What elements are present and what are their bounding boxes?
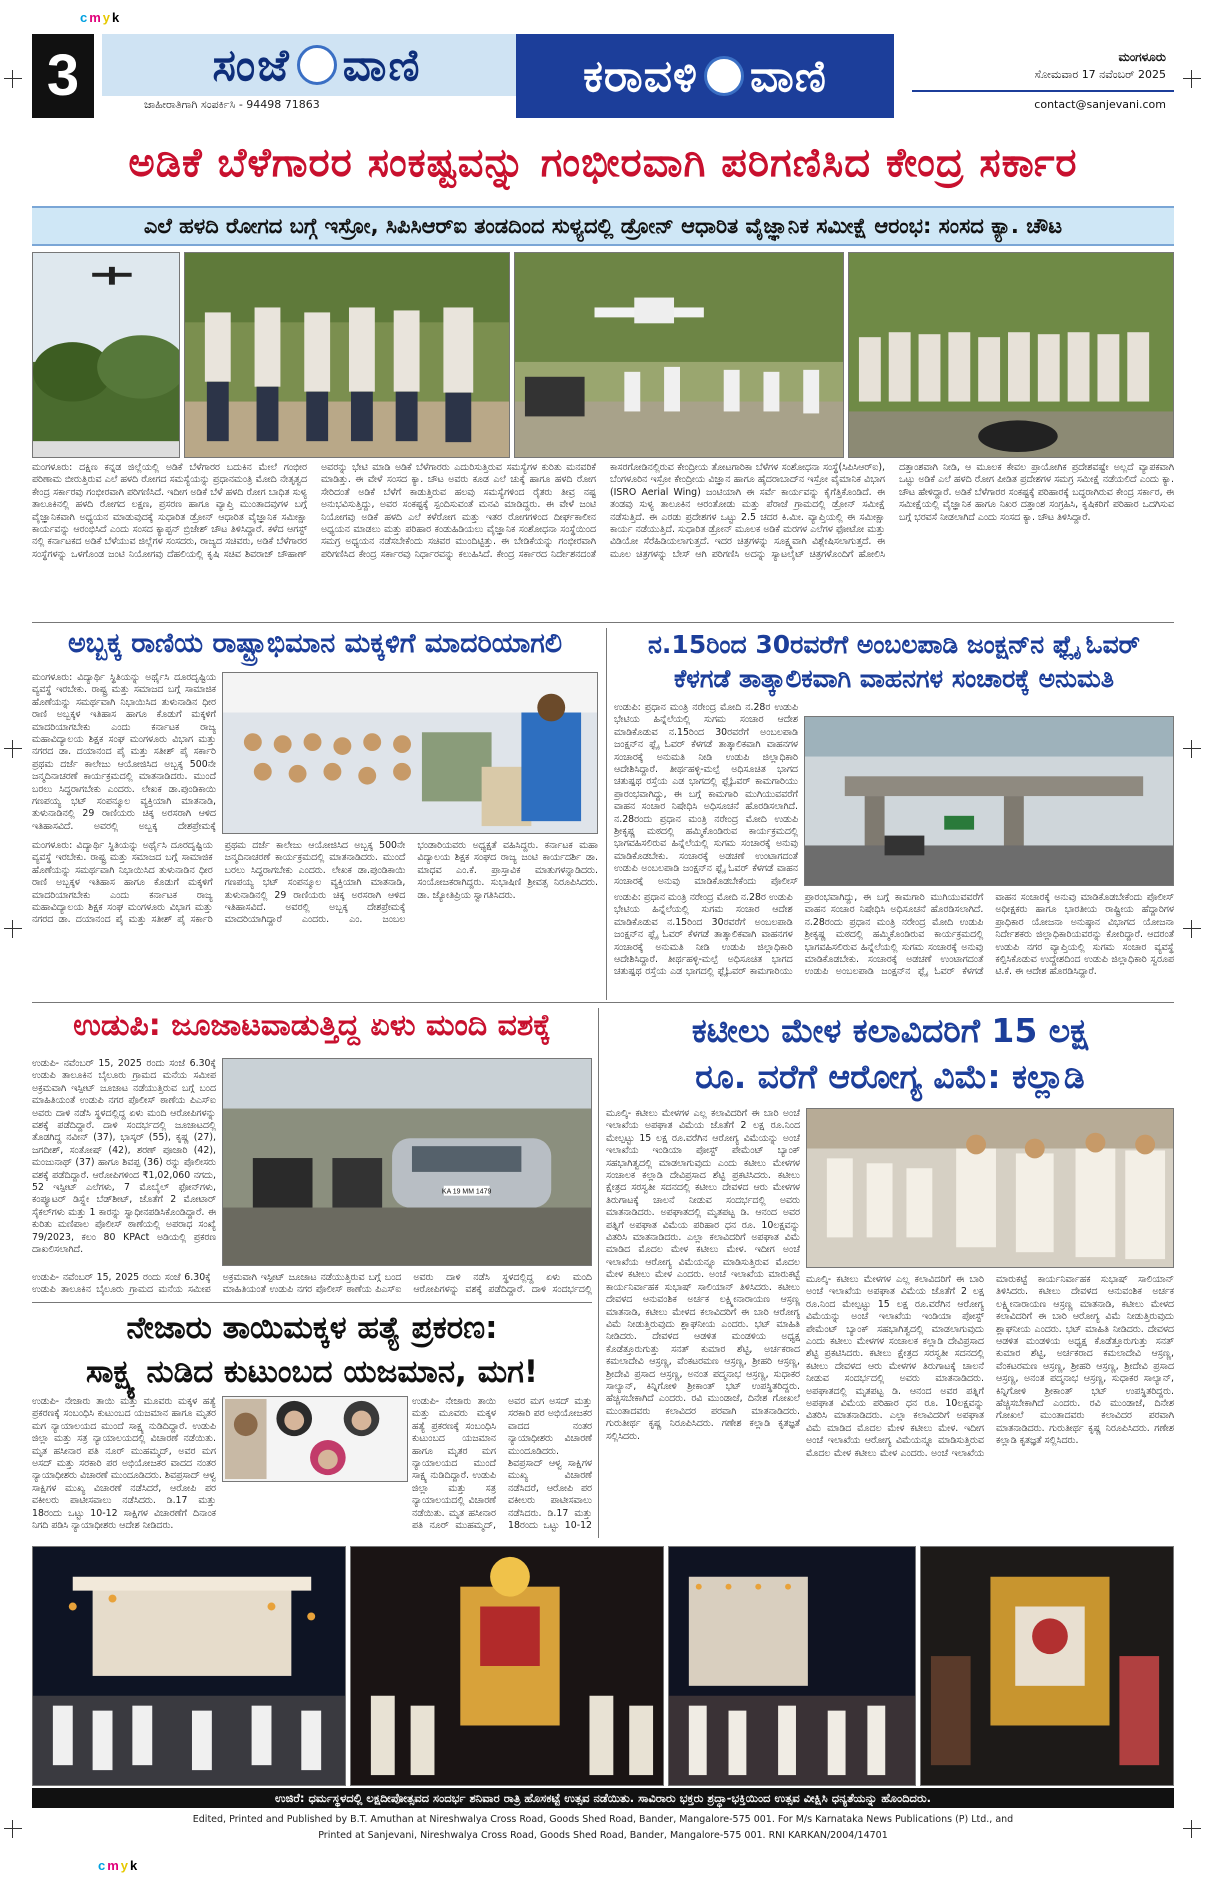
gambling-article-intro: ಉಡುಪಿ- ನವೆಂಬರ್ 15, 2025 ರಂದು ಸಂಜೆ 6.30ಕ್ಕೆ ಉಡುಪಿ ತಾಲೂಕಿನ ಬೈಲೂರು ಗ್ರಾಮದ ಮನೆಯ ಸಮೀಪ ಅಕ್ರಮವಾಗಿ ಇಸ್ಪೀಟ್ ಜೂಜಾಟ ನಡೆಯುತ್ತಿರುವ ಬಗ್ಗೆ ಬಂದ ಮಾಹಿತಿಯಂತೆ ಉಡುಪಿ ನಗರ ಪೊಲೀಸ್ ಠಾಣೆಯ ಪಿಎಸ್‌ಐ ಅವರು ದಾಳಿ ನಡೆಸಿ ಸ್ಥಳದಲ್ಲಿದ್ದ ಏಳು ಮಂದಿ ಆರೋಪಿಗಳನ್ನು ವಶಕ್ಕೆ ಪಡೆದಿದ್ದಾರೆ. ದಾಳಿ ಸಂದರ್ಭದಲ್ಲಿ ಜೂಜಾಟದಲ್ಲಿ ತೊಡಗಿದ್ದ ನವೀನ್ (37), ಭಾಸ್ಕರ್ (55), ಕೃಷ್ಣ (27), ಜಗದೀಶ್, ಸಂತೋಷ್ (42), ಶರಣ್ ಪೂಜಾರಿ (42), ಮಂಜುನಾಥ್ (37) ಹಾಗೂ ಶಿವಪ್ಪ (36) ರನ್ನು ಪೊಲೀಸರು ವಶಕ್ಕೆ ಪಡೆದಿದ್ದಾರೆ. ಆರೋಪಿಗಳಿಂದ ₹1,02,060 ನಗದು, 52 ಇಸ್ಪೀಟ್ ಎಲೆಗಳು, 7 ಮೊಬೈಲ್ ಫೋನ್‌ಗಳು, ಕಂಪ್ಯೂಟರ್ ಡಿಸ್ಪ್ಲೇ ಬೆಡ್‌ಶೀಟ್, ಜೊತೆಗೆ 2 ಮೋಟಾರ್ ಸೈಕಲ್‌ಗಳು ಮತ್ತು 1 ಕಾರನ್ನು ಸ್ವಾಧೀನಪಡಿಸಿಕೊಂಡಿದ್ದಾರೆ. ಈ ಕುರಿತು ಮಣಿಪಾಲ ಪೊಲೀಸ್ ಠಾಣೆಯಲ್ಲಿ ಅಪರಾಧ ಸಂಖ್ಯೆ 79/2023, ಕಲಂ 80 KPAct ಅಡಿಯಲ್ಲಿ ಪ್ರಕರಣ ದಾಖಲಿಸಲಾಗಿದೆ. (32, 1058, 216, 1256)
edition-place: ಮಂಗಳೂರು (1118, 50, 1166, 64)
yakshagana-article-body: ಮೂಲ್ಕಿ- ಕಟೀಲು ಮೇಳಗಳ ಎಲ್ಲ ಕಲಾವಿದರಿಗೆ ಈ ಬಾರಿ ಅಂಚೆ ಇಲಾಖೆಯ ಅಪಘಾತ ವಿಮೆಯ ಜೊತೆಗೆ 2 ಲಕ್ಷ ರೂ.ನಿಂದ ಮೇಲ್ಪಟ್ಟು 15 ಲಕ್ಷ ರೂ.ವರೆಗಿನ ಆರೋಗ್ಯ ವಿಮೆಯನ್ನು ಅಂಚೆ ಇಲಾಖೆಯ ಇಂಡಿಯಾ ಪೋಸ್ಟ್ ಪೇಮೆಂಟ್ ಬ್ಯಾಂಕ್ ಸಹಭಾಗಿತ್ವದಲ್ಲಿ ಮಾಡಲಾಗುವುದು ಎಂದು ಕಟೀಲು ಮೇಳಗಳ ಸಂಚಾಲಕ ಕಲ್ಲಾಡಿ ದೇವಿಪ್ರಸಾದ ಶೆಟ್ಟಿ ಪ್ರಕಟಿಸಿದರು. ಕಟೀಲು ಕ್ಷೇತ್ರದ ಸರಸ್ವತೀ ಸದನದಲ್ಲಿ ಕಟೀಲು ದೇವಳದ ಆರು ಮೇಳಗಳ ತಿರುಗಾಟಕ್ಕೆ ಚಾಲನೆ ನೀಡುವ ಸಂದರ್ಭದಲ್ಲಿ ಅವರು ಮಾತನಾಡಿದರು. ಅಪಘಾತದಲ್ಲಿ ಮೃತಪಟ್ಟ ಡಿ. ಆನಂದ ಅವರ ಪತ್ನಿಗೆ ಅಪಘಾತ ವಿಮೆಯ ಪರಿಹಾರ ಧನ ರೂ. 10ಲಕ್ಷವನ್ನು ವಿತರಿಸಿ ಮಾತನಾಡಿದರು. ಎಲ್ಲಾ ಕಲಾವಿದರಿಗೆ ಅಪಘಾತ ವಿಮೆ ಮಾಡಿದ ಮೊದಲ ಮೇಳ ಕಟೀಲು ಮೇಳ. ಇದೀಗ ಅಂಚೆ ಇಲಾಖೆಯ ಆರೋಗ್ಯ ವಿಮೆಯನ್ನೂ ಮಾಡಿಸುತ್ತಿರುವ ಮೊದಲ ಮೇಳ ಕಟೀಲು ಮೇಳ ಎಂದರು. ಅಂಚೆ ಇಲಾಖೆಯ ಮಾರುಕಟ್ಟೆ ಕಾರ್ಯನಿರ್ವಾಹಕ ಸುಭಾಷ್ ಸಾಲಿಯಾನ್ ತಿಳಿಸಿದರು. ಕಟೀಲು ದೇವಳದ ಆನುವಂಶಿಕ ಅರ್ಚಕ ಲಕ್ಷ್ಮೀನಾರಾಯಣ ಆಸ್ರಣ್ಣ ಮಾತನಾಡಿ, ಕಟೀಲು ಮೇಳದ ಕಲಾವಿದರಿಗೆ ಈ ಬಾರಿ ಆರೋಗ್ಯ ವಿಮೆ ನೀಡುತ್ತಿರುವುದು ಶ್ಲಾಘನೀಯ ಎಂದರು. ಭಟ್ ಮಾಹಿತಿ ನೀಡಿದರು. ದೇವಳದ ಆಡಳಿತ ಮಂಡಳಿಯ ಅಧ್ಯಕ್ಷ ಕೊಡೆತ್ತೂರುಗುತ್ತು ಸನತ್ ಕುಮಾರ ಶೆಟ್ಟಿ, ಅರ್ಚಕರಾದ ಕಮಲಾದೇವಿ ಆಸ್ರಣ್ಣ, ವೆಂಕಟರಮಣ ಆಸ್ರಣ್ಣ, ಶ್ರೀಹರಿ ಆಸ್ರಣ್ಣ, ಶ್ರೀದೇವಿ ಪ್ರಸಾದ ಆಸ್ರಣ್ಣ, ಅನಂತ ಪದ್ಮನಾಭ ಆಸ್ರಣ್ಣ, ಸುಧಾಕರ ಸಾಲ್ಯಾನ್, ಕಿನ್ನಿಗೋಳಿ ಶ್ರೀಕಾಂತ್ ಭಟ್ ಉಪಸ್ಥಿತರಿದ್ದರು. ಹೆಚ್ಚಿಸಬೇಕಾಗಿದೆ ಎಂದರು. ರವಿ ಮುಂಡಾಜೆ, ದಿನೇಶ ಗೋಖಲೆ ಮುಂತಾದವರು ಕಲಾವಿದರ ಪರವಾಗಿ ಮಾತನಾಡಿದರು. ಗುರುತೀರ್ಥ ಕೃಷ್ಣ ನಿರೂಪಿಸಿದರು. ಗಣೇಶ ಕಲ್ಲಾಡಿ ಕೃತಜ್ಞತೆ ಸಲ್ಲಿಸಿದರು. (806, 1274, 1174, 1459)
section-divider (32, 1002, 1174, 1003)
masthead (32, 34, 1174, 118)
color-registration-top: cmyk (80, 10, 122, 25)
section-divider (32, 1302, 592, 1303)
sanjevani-logo: ಸಂಜೆ ವಾಣಿ (102, 34, 532, 96)
flyover-headline: ನ.15ರಿಂದ 30ರವರೆಗೆ ಅಂಬಲಪಾಡಿ ಜಂಕ್ಷನ್‌ನ ಫ್ಲೈ ಓವರ್ ಕೆಳಗಡೆ ತಾತ್ಕಾಲಿಕವಾಗಿ ವಾಹನಗಳ ಸಂಚಾರಕ್ಕೆ ಅನುಮತಿ (648, 630, 1140, 693)
officials-group-photo-2 (848, 252, 1174, 458)
column-divider (606, 628, 607, 1000)
imprint-line-2: Printed at Sanjevani, Nireshwalya Cross Road, Goods Shed Road, Bander, Mangalore-575 001. RNI KARKAN/2004/14701 (318, 1830, 888, 1841)
masthead-divider (912, 90, 1174, 92)
abbakka-article-intro: ಮಂಗಳೂರು: ವಿದ್ಯಾರ್ಥಿ ಸ್ಥಿತಿಯನ್ನು ಅರ್ಥೈಸಿ ದೂರದೃಷ್ಟಿಯ ವ್ಯವಸ್ಥೆ ಇರಬೇಕು. ರಾಷ್ಟ್ರ ಮತ್ತು ಸಮಾಜದ ಬಗ್ಗೆ ಸಾಮಾಜಿಕ ಹೊಣೆಯನ್ನು ಸಮರ್ಥವಾಗಿ ನಿಭಾಯಿಸಿದ ತುಳುನಾಡಿನ ಧೀರ ರಾಣಿ ಅಬ್ಬಕ್ಕಳ ಇತಿಹಾಸ ಹಾಗೂ ಕೊಡುಗೆ ಮಕ್ಕಳಿಗೆ ಮಾದರಿಯಾಗಬೇಕು ಎಂದು ಕರ್ನಾಟಕ ರಾಜ್ಯ ಮಹಾವಿದ್ಯಾಲಯ ಶಿಕ್ಷಕ ಸಂಘ ಮಂಗಳೂರು ವಿಭಾಗ ಮತ್ತು ನಗರದ ಡಾ. ದಯಾನಂದ ಪೈ ಮತ್ತು ಸತೀಶ್ ಪೈ ಸರ್ಕಾರಿ ಪ್ರಥಮ ದರ್ಜೆ ಕಾಲೇಜು ಆಯೋಜಿಸಿದ ಅಬ್ಬಕ್ಕ 500ನೇ ಜನ್ಮದಿನಾಚರಣೆ ಕಾರ್ಯಕ್ರಮದಲ್ಲಿ ಮಾತನಾಡಿದರು. ಮುಂದೆ ಬರಲು ಸಿದ್ಧರಾಗಬೇಕು ಎಂದರು. ಲೇಖಕ ಡಾ.ಪುಂಡಿಕಾಯಿ ಗಣಪಯ್ಯ ಭಟ್ ಸಂಪನ್ಮೂಲ ವ್ಯಕ್ತಿಯಾಗಿ ಮಾತನಾಡಿ, ತುಳುನಾಡಿನಲ್ಲಿ 29 ರಾಣಿಯರು ಚಿಕ್ಕ ಅರಸರಾಗಿ ಆಳಿದ ಇತಿಹಾಸವಿದೆ. ಅವರಲ್ಲಿ ಅಬ್ಬಕ್ಕ ದೇಶಪ್ರೇಮಕ್ಕೆ (32, 672, 216, 832)
registration-mark (4, 1820, 22, 1838)
edition-date: ಸೋಮವಾರ 17 ನವೆಂಬರ್ 2025 (1034, 68, 1166, 81)
dove-icon (297, 45, 337, 85)
photo-caption: ಉಜಿರೆ: ಧರ್ಮಸ್ಥಳದಲ್ಲಿ ಲಕ್ಷದೀಪೋತ್ಸವದ ಸಂದರ್ಭ ಶನಿವಾರ ರಾತ್ರಿ ಹೊಸಕಟ್ಟೆ ಉತ್ಸವ ನಡೆಯಿತು. ಸಾವಿರಾರು ಭಕ್ತರು ಶ್ರದ್ಧಾ-ಭಕ್ತಿಯಿಂದ ಉತ್ಸವ ವೀಕ್ಷಿಸಿ ಧನ್ಯತೆಯನ್ನು ಹೊಂದಿದರು. (32, 1788, 1174, 1808)
registration-mark (4, 740, 22, 758)
dharmasthala-photo-2 (350, 1546, 664, 1786)
officials-group-photo-1 (184, 252, 510, 458)
ad-contact-line: ಜಾಹೀರಾತಿಗಾಗಿ ಸಂಪರ್ಕಿಸಿ - 94498 71863 (144, 98, 320, 111)
license-plate-text: KA 19 MM 1479 (441, 1188, 492, 1196)
registration-mark (1183, 920, 1201, 938)
dharmasthala-photo-4 (920, 1546, 1174, 1786)
imprint-line-1: Edited, Printed and Published by B.T. Amuthan at Nireshwalya Cross Road, Goods Shed Road, Bander, Mangalore-575 001. For M/s Karnataka News Publications (P) Ltd., and (192, 1814, 1014, 1825)
flyover-photo (804, 716, 1174, 886)
yakshagana-article-intro: ಮೂಲ್ಕಿ- ಕಟೀಲು ಮೇಳಗಳ ಎಲ್ಲ ಕಲಾವಿದರಿಗೆ ಈ ಬಾರಿ ಅಂಚೆ ಇಲಾಖೆಯ ಅಪಘಾತ ವಿಮೆಯ ಜೊತೆಗೆ 2 ಲಕ್ಷ ರೂ.ನಿಂದ ಮೇಲ್ಪಟ್ಟು 15 ಲಕ್ಷ ರೂ.ವರೆಗಿನ ಆರೋಗ್ಯ ವಿಮೆಯನ್ನು ಅಂಚೆ ಇಲಾಖೆಯ ಇಂಡಿಯಾ ಪೋಸ್ಟ್ ಪೇಮೆಂಟ್ ಬ್ಯಾಂಕ್ ಸಹಭಾಗಿತ್ವದಲ್ಲಿ ಮಾಡಲಾಗುವುದು ಎಂದು ಕಟೀಲು ಮೇಳಗಳ ಸಂಚಾಲಕ ಕಲ್ಲಾಡಿ ದೇವಿಪ್ರಸಾದ ಶೆಟ್ಟಿ ಪ್ರಕಟಿಸಿದರು. ಕಟೀಲು ಕ್ಷೇತ್ರದ ಸರಸ್ವತೀ ಸದನದಲ್ಲಿ ಕಟೀಲು ದೇವಳದ ಆರು ಮೇಳಗಳ ತಿರುಗಾಟಕ್ಕೆ ಚಾಲನೆ ನೀಡುವ ಸಂದರ್ಭದಲ್ಲಿ ಅವರು ಮಾತನಾಡಿದರು. ಅಪಘಾತದಲ್ಲಿ ಮೃತಪಟ್ಟ ಡಿ. ಆನಂದ ಅವರ ಪತ್ನಿಗೆ ಅಪಘಾತ ವಿಮೆಯ ಪರಿಹಾರ ಧನ ರೂ. 10ಲಕ್ಷವನ್ನು ವಿತರಿಸಿ ಮಾತನಾಡಿದರು. ಎಲ್ಲಾ ಕಲಾವಿದರಿಗೆ ಅಪಘಾತ ವಿಮೆ ಮಾಡಿದ ಮೊದಲ ಮೇಳ ಕಟೀಲು ಮೇಳ. ಇದೀಗ ಅಂಚೆ ಇಲಾಖೆಯ ಆರೋಗ್ಯ ವಿಮೆಯನ್ನೂ ಮಾಡಿಸುತ್ತಿರುವ ಮೊದಲ ಮೇಳ ಕಟೀಲು ಮೇಳ ಎಂದರು. ಅಂಚೆ ಇಲಾಖೆಯ ಮಾರುಕಟ್ಟೆ ಕಾರ್ಯನಿರ್ವಾಹಕ ಸುಭಾಷ್ ಸಾಲಿಯಾನ್ ತಿಳಿಸಿದರು. ಕಟೀಲು ದೇವಳದ ಆನುವಂಶಿಕ ಅರ್ಚಕ ಲಕ್ಷ್ಮೀನಾರಾಯಣ ಆಸ್ರಣ್ಣ ಮಾತನಾಡಿ, ಕಟೀಲು ಮೇಳದ ಕಲಾವಿದರಿಗೆ ಈ ಬಾರಿ ಆರೋಗ್ಯ ವಿಮೆ ನೀಡುತ್ತಿರುವುದು ಶ್ಲಾಘನೀಯ ಎಂದರು. ಭಟ್ ಮಾಹಿತಿ ನೀಡಿದರು. ದೇವಳದ ಆಡಳಿತ ಮಂಡಳಿಯ ಅಧ್ಯಕ್ಷ ಕೊಡೆತ್ತೂರುಗುತ್ತು ಸನತ್ ಕುಮಾರ ಶೆಟ್ಟಿ, ಅರ್ಚಕರಾದ ಕಮಲಾದೇವಿ ಆಸ್ರಣ್ಣ, ವೆಂಕಟರಮಣ ಆಸ್ರಣ್ಣ, ಶ್ರೀಹರಿ ಆಸ್ರಣ್ಣ, ಶ್ರೀದೇವಿ ಪ್ರಸಾದ ಆಸ್ರಣ್ಣ, ಅನಂತ ಪದ್ಮನಾಭ ಆಸ್ರಣ್ಣ, ಸುಧಾಕರ ಸಾಲ್ಯಾನ್, ಕಿನ್ನಿಗೋಳಿ ಶ್ರೀಕಾಂತ್ ಭಟ್ ಉಪಸ್ಥಿತರಿದ್ದರು. ಹೆಚ್ಚಿಸಬೇಕಾಗಿದೆ ಎಂದರು. ರವಿ ಮುಂಡಾಜೆ, ದಿನೇಶ ಗೋಖಲೆ ಮುಂತಾದವರು ಕಲಾವಿದರ ಪರವಾಗಿ ಮಾತನಾಡಿದರು. ಗುರುತೀರ್ಥ ಕೃಷ್ಣ ನಿರೂಪಿಸಿದರು. ಗಣೇಶ ಕಲ್ಲಾಡಿ ಕೃತಜ್ಞತೆ ಸಲ್ಲಿಸಿದರು. (606, 1108, 800, 1442)
abbakka-event-photo (222, 672, 598, 834)
abbakka-headline: ಅಬ್ಬಕ್ಕ ರಾಣಿಯ ರಾಷ್ಟ್ರಾಭಿಮಾನ ಮಕ್ಕಳಿಗೆ ಮಾದರಿಯಾಗಲಿ (67, 628, 563, 659)
drone-launch-photo (514, 252, 844, 458)
lead-subheadline: ಎಲೆ ಹಳದಿ ರೋಗದ ಬಗ್ಗೆ ಇಸ್ರೋ, ಸಿಪಿಸಿಆರ್‌ಐ ತಂಡದಿಂದ ಸುಳ್ಯದಲ್ಲಿ ಡ್ರೋನ್ ಆಧಾರಿತ ವೈಜ್ಞಾನಿಕ ಸಮೀಕ್ಷೆ ಆರಂಭ: ಸಂಸದ ಕ್ಯಾ. ಚೌಟ (32, 206, 1174, 246)
nejar-article-intro: ಉಡುಪಿ- ನೇಜಾರು ತಾಯಿ ಮತ್ತು ಮೂವರು ಮಕ್ಕಳ ಹತ್ಯೆ ಪ್ರಕರಣಕ್ಕೆ ಸಂಬಂಧಿಸಿ ಕುಟುಂಬದ ಯಜಮಾನ ಹಾಗೂ ಮೃತರ ಮಗ ನ್ಯಾಯಾಲಯದ ಮುಂದೆ ಸಾಕ್ಷ್ಯ ನುಡಿದಿದ್ದಾರೆ. ಉಡುಪಿ ಜಿಲ್ಲಾ ಮತ್ತು ಸತ್ರ ನ್ಯಾಯಾಲಯದಲ್ಲಿ ವಿಚಾರಣೆ ನಡೆಯಿತು. ಮೃತ ಹಸೀನಾರ ಪತಿ ನೂರ್ ಮುಹಮ್ಮದ್, ಅವರ ಮಗ ಅಸದ್ ಮತ್ತು ಸರಕಾರಿ ಪರ ಅಭಿಯೋಜಕರ ವಾದದ ನಂತರ ನ್ಯಾಯಾಧೀಶರು ವಿಚಾರಣೆ ಮುಂದೂಡಿದರು. ಶಿವಪ್ರಸಾದ್ ಆಳ್ವ ಸಾಕ್ಷಿಗಳ ಮುಖ್ಯ ವಿಚಾರಣೆ ನಡೆಸಿದರೆ, ಆರೋಪಿ ಪರ ವಕೀಲರು ಪಾಟೀಸವಾಲು ನಡೆಸಿದರು. ಡಿ.17 ಮತ್ತು 18ರಂದು ಒಟ್ಟು 10-12 ಸಾಕ್ಷಿಗಳ ವಿಚಾರಣೆಗೆ ದಿನಾಂಕ ನಿಗದಿ ಪಡಿಸಿ ನ್ಯಾಯಾಧೀಶರು ಆದೇಶ ನೀಡಿದರು. (32, 1396, 216, 1532)
dharmasthala-photo-1 (32, 1546, 346, 1786)
karavali-vani-logo: ಕರಾವಳಿ ವಾಣಿ (516, 34, 894, 118)
abbakka-article-body: ಮಂಗಳೂರು: ವಿದ್ಯಾರ್ಥಿ ಸ್ಥಿತಿಯನ್ನು ಅರ್ಥೈಸಿ ದೂರದೃಷ್ಟಿಯ ವ್ಯವಸ್ಥೆ ಇರಬೇಕು. ರಾಷ್ಟ್ರ ಮತ್ತು ಸಮಾಜದ ಬಗ್ಗೆ ಸಾಮಾಜಿಕ ಹೊಣೆಯನ್ನು ಸಮರ್ಥವಾಗಿ ನಿಭಾಯಿಸಿದ ತುಳುನಾಡಿನ ಧೀರ ರಾಣಿ ಅಬ್ಬಕ್ಕಳ ಇತಿಹಾಸ ಹಾಗೂ ಕೊಡುಗೆ ಮಕ್ಕಳಿಗೆ ಮಾದರಿಯಾಗಬೇಕು ಎಂದು ಕರ್ನಾಟಕ ರಾಜ್ಯ ಮಹಾವಿದ್ಯಾಲಯ ಶಿಕ್ಷಕ ಸಂಘ ಮಂಗಳೂರು ವಿಭಾಗ ಮತ್ತು ನಗರದ ಡಾ. ದಯಾನಂದ ಪೈ ಮತ್ತು ಸತೀಶ್ ಪೈ ಸರ್ಕಾರಿ ಪ್ರಥಮ ದರ್ಜೆ ಕಾಲೇಜು ಆಯೋಜಿಸಿದ ಅಬ್ಬಕ್ಕ 500ನೇ ಜನ್ಮದಿನಾಚರಣೆ ಕಾರ್ಯಕ್ರಮದಲ್ಲಿ ಮಾತನಾಡಿದರು. ಮುಂದೆ ಬರಲು ಸಿದ್ಧರಾಗಬೇಕು ಎಂದರು. ಲೇಖಕ ಡಾ.ಪುಂಡಿಕಾಯಿ ಗಣಪಯ್ಯ ಭಟ್ ಸಂಪನ್ಮೂಲ ವ್ಯಕ್ತಿಯಾಗಿ ಮಾತನಾಡಿ, ತುಳುನಾಡಿನಲ್ಲಿ 29 ರಾಣಿಯರು ಚಿಕ್ಕ ಅರಸರಾಗಿ ಆಳಿದ ಇತಿಹಾಸವಿದೆ. ಅವರಲ್ಲಿ ಅಬ್ಬಕ್ಕ ದೇಶಪ್ರೇಮಕ್ಕೆ ಮಾದರಿಯಾಗಿದ್ದಾರೆ ಎಂದರು. ಎಂ. ಜಂಬಲ ಭಂಡಾರಿಯವರು ಅಧ್ಯಕ್ಷತೆ ವಹಿಸಿದ್ದರು. ಕರ್ನಾಟಕ ಮಹಾ ವಿದ್ಯಾಲಯ ಶಿಕ್ಷಕ ಸಂಘದ ರಾಜ್ಯ ಜಂಟಿ ಕಾರ್ಯದರ್ಶಿ ಡಾ. ಮಾಧವ ಎಂ.ಕೆ. ಪ್ರಾಸ್ತಾವಿಕ ಮಾತುಗಳನ್ನಾಡಿದರು. ಸಂಯೋಜಕರಾಗಿದ್ದರು. ಸುಭಾಷಿಣಿ ಶ್ರೀವತ್ಸ ನಿರೂಪಿಸಿದರು. ಡಾ. ಜ್ಯೋತಿಪ್ರಿಯ ಸ್ವಾಗತಿಸಿದರು. (32, 840, 598, 926)
dharmasthala-photo-3 (668, 1546, 916, 1786)
registration-mark (4, 70, 22, 88)
contact-email[interactable]: contact@sanjevani.com (1034, 98, 1166, 111)
registration-mark (4, 920, 22, 938)
lead-headline: ಅಡಿಕೆ ಬೆಳೆಗಾರರ ಸಂಕಷ್ಟವನ್ನು ಗಂಭೀರವಾಗಿ ಪರಿಗಣಿಸಿದ ಕೇಂದ್ರ ಸರ್ಕಾರ (128, 140, 1078, 186)
gambling-headline: ಉಡುಪಿ: ಜೂಜಾಟವಾಡುತ್ತಿದ್ದ ಏಳು ಮಂದಿ ವಶಕ್ಕೆ (73, 1008, 551, 1043)
color-registration-bottom: cmyk (98, 1858, 140, 1873)
seized-vehicles-photo (222, 1058, 592, 1266)
flyover-article-body: ಉಡುಪಿ: ಪ್ರಧಾನ ಮಂತ್ರಿ ನರೇಂದ್ರ ಮೋದಿ ನ.28ರ ಉಡುಪಿ ಭೇಟಿಯ ಹಿನ್ನೆಲೆಯಲ್ಲಿ ಸುಗಮ ಸಂಚಾರ ಆದೇಶ ಮಾಡಿಕೊಡುವ ನ.15ರಿಂದ 30ರವರೆಗೆ ಅಂಬಲಪಾಡಿ ಜಂಕ್ಷನ್‌ನ ಫ್ಲೈ ಓವರ್ ಕೆಳಗಡೆ ತಾತ್ಕಾಲಿಕವಾಗಿ ವಾಹನಗಳ ಸಂಚಾರಕ್ಕೆ ಅನುಮತಿ ನೀಡಿ ಉಡುಪಿ ಜಿಲ್ಲಾಧಿಕಾರಿ ಆದೇಶಿಸಿದ್ದಾರೆ. ತೀರ್ಥಹಳ್ಳಿ-ಮಲ್ಪೆ ಅಧಿಸೂಚಿತ ಭಾಗದ ಚತುಷ್ಪಥ ರಸ್ತೆಯ ಎಡ ಭಾಗದಲ್ಲಿ ಫ್ಲೈಓವರ್ ಕಾಮಗಾರಿಯು ಪ್ರಾರಂಭವಾಗಿದ್ದು, ಈ ಬಗ್ಗೆ ಕಾಮಗಾರಿ ಮುಗಿಯುವವರೆಗೆ ವಾಹನ ಸಂಚಾರ ನಿಷೇಧಿಸಿ ಅಧಿಸೂಚನೆ ಹೊರಡಿಸಲಾಗಿದೆ. ನ.28ರಂದು ಪ್ರಧಾನ ಮಂತ್ರಿ ನರೇಂದ್ರ ಮೋದಿ ಉಡುಪಿ ಶ್ರೀಕೃಷ್ಣ ಮಠದಲ್ಲಿ ಹಮ್ಮಿಕೊಂಡಿರುವ ಕಾರ್ಯಕ್ರಮದಲ್ಲಿ ಭಾಗವಹಿಸಲಿರುವ ಹಿನ್ನೆಲೆಯಲ್ಲಿ ಸುಗಮ ಸಂಚಾರಕ್ಕೆ ಅನುವು ಮಾಡಿಕೊಡಬೇಕು. ಸಂಚಾರಕ್ಕೆ ಅಡಚಣೆ ಉಂಟಾಗದಂತೆ ಉಡುಪಿ ಅಂಬಲಪಾಡಿ ಜಂಕ್ಷನ್‌ನ ಫ್ಲೈ ಓವರ್ ಕೆಳಗಡೆ ವಾಹನ ಸಂಚಾರಕ್ಕೆ ಅನುವು ಮಾಡಿಕೊಡಬೇಕೆಂದು ಪೊಲೀಸ್ ಅಧೀಕ್ಷಕರು ಹಾಗೂ ಭಾರತೀಯ ರಾಷ್ಟ್ರೀಯ ಹೆದ್ದಾರಿಗಳ ಪ್ರಾಧಿಕಾರ ಯೋಜನಾ ಅನುಷ್ಠಾನ ವಿಭಾಗದ ಯೋಜನಾ ನಿರ್ದೇಶಕರು ಜಿಲ್ಲಾಧಿಕಾರಿಯವರನ್ನು ಕೋರಿದ್ದಾರೆ. ಆದರಂತೆ ಉಡುಪಿ ನಗರ ವ್ಯಾಪ್ತಿಯಲ್ಲಿ ಸುಗಮ ಸಂಚಾರ ವ್ಯವಸ್ಥೆ ಕಲ್ಪಿಸಿಕೊಡುವ ಉದ್ದೇಶದಿಂದ ಉಡುಪಿ ಜಿಲ್ಲಾಧಿಕಾರಿ ಸ್ವರೂಪ ಟಿ.ಕೆ. ಈ ಆದೇಶ ಹೊರಡಿಸಿದ್ದಾರೆ. (614, 892, 1174, 978)
registration-mark (1183, 1820, 1201, 1838)
gambling-article-body: ಉಡುಪಿ- ನವೆಂಬರ್ 15, 2025 ರಂದು ಸಂಜೆ 6.30ಕ್ಕೆ ಉಡುಪಿ ತಾಲೂಕಿನ ಬೈಲೂರು ಗ್ರಾಮದ ಮನೆಯ ಸಮೀಪ ಅಕ್ರಮವಾಗಿ ಇಸ್ಪೀಟ್ ಜೂಜಾಟ ನಡೆಯುತ್ತಿರುವ ಬಗ್ಗೆ ಬಂದ ಮಾಹಿತಿಯಂತೆ ಉಡುಪಿ ನಗರ ಪೊಲೀಸ್ ಠಾಣೆಯ ಪಿಎಸ್‌ಐ ಅವರು ದಾಳಿ ನಡೆಸಿ ಸ್ಥಳದಲ್ಲಿದ್ದ ಏಳು ಮಂದಿ ಆರೋಪಿಗಳನ್ನು ವಶಕ್ಕೆ ಪಡೆದಿದ್ದಾರೆ. ದಾಳಿ ಸಂದರ್ಭದಲ್ಲಿ (32, 1272, 592, 1296)
nejar-article-body: ಉಡುಪಿ- ನೇಜಾರು ತಾಯಿ ಮತ್ತು ಮೂವರು ಮಕ್ಕಳ ಹತ್ಯೆ ಪ್ರಕರಣಕ್ಕೆ ಸಂಬಂಧಿಸಿ ಕುಟುಂಬದ ಯಜಮಾನ ಹಾಗೂ ಮೃತರ ಮಗ ನ್ಯಾಯಾಲಯದ ಮುಂದೆ ಸಾಕ್ಷ್ಯ ನುಡಿದಿದ್ದಾರೆ. ಉಡುಪಿ ಜಿಲ್ಲಾ ಮತ್ತು ಸತ್ರ ನ್ಯಾಯಾಲಯದಲ್ಲಿ ವಿಚಾರಣೆ ನಡೆಯಿತು. ಮೃತ ಹಸೀನಾರ ಪತಿ ನೂರ್ ಮುಹಮ್ಮದ್, ಅವರ ಮಗ ಅಸದ್ ಮತ್ತು ಸರಕಾರಿ ಪರ ಅಭಿಯೋಜಕರ ವಾದದ ನಂತರ ನ್ಯಾಯಾಧೀಶರು ವಿಚಾರಣೆ ಮುಂದೂಡಿದರು. ಶಿವಪ್ರಸಾದ್ ಆಳ್ವ ಸಾಕ್ಷಿಗಳ ಮುಖ್ಯ ವಿಚಾರಣೆ ನಡೆಸಿದರೆ, ಆರೋಪಿ ಪರ ವಕೀಲರು ಪಾಟೀಸವಾಲು ನಡೆಸಿದರು. ಡಿ.17 ಮತ್ತು 18ರಂದು ಒಟ್ಟು 10-12 (412, 1396, 592, 1532)
lead-article-body: ಮಂಗಳೂರು: ದಕ್ಷಿಣ ಕನ್ನಡ ಜಿಲ್ಲೆಯಲ್ಲಿ ಅಡಿಕೆ ಬೆಳೆಗಾರರ ಬದುಕಿನ ಮೇಲೆ ಗಂಭೀರ ಪರಿಣಾಮ ಬೀರುತ್ತಿರುವ ಎಲೆ ಹಳದಿ ರೋಗದ ಸಮಸ್ಯೆಯನ್ನು ಪ್ರಧಾನಮಂತ್ರಿ ಮೋದಿ ನೇತೃತ್ವದ ಕೇಂದ್ರ ಸರ್ಕಾರವು ಗಂಭೀರವಾಗಿ ಪರಿಗಣಿಸಿದೆ. ಇದೀಗ ಅಡಿಕೆ ಬೆಳೆ ಹಳದಿ ರೋಗ ಬಾಧಿತ ಸುಳ್ಯ ತಾಲೂಕಿನಲ್ಲಿ ಹಳದಿ ರೋಗದ ಲಕ್ಷಣ, ಪ್ರಸರಣ ಹಾಗೂ ವ್ಯಾಪ್ತಿ ಮುಂತಾದವುಗಳ ಬಗ್ಗೆ ವೈಜ್ಞಾನಿಕವಾಗಿ ಅಧ್ಯಯನ ಮಾಡುವುದಕ್ಕೆ ಸುಧಾರಿತ ಡ್ರೋನ್ ಆಧಾರಿತ ವೈಜ್ಞಾನಿಕ ಸಮೀಕ್ಷಾ ಕಾರ್ಯವನ್ನು ಆರಂಭಿಸಿದೆ ಎಂದು ಸಂಸದ ಕ್ಯಾಪ್ಟನ್ ಬ್ರಿಜೇಶ್ ಚೌಟ ತಿಳಿಸಿದ್ದಾರೆ. ಕಳೆದ ಆಗಸ್ಟ್ ನಲ್ಲಿ ಕರ್ನಾಟಕದ ಅಡಿಕೆ ಬೆಳೆಯುವ ಜಿಲ್ಲೆಗಳ ಸಂಸದರು, ರಾಜ್ಯದ ಸಚಿವರು, ಅಡಿಕೆ ಬೆಳೆಗಾರರ ಸಂಸ್ಥೆಗಳನ್ನು ಒಳಗೊಂಡ ಜಂಟಿ ನಿಯೋಗವು ದೆಹಲಿಯಲ್ಲಿ ಕೃಷಿ ಸಚಿವ ಶಿವರಾಜ್ ಚೌಹಾಣ್ ಅವರನ್ನು ಭೇಟಿ ಮಾಡಿ ಅಡಿಕೆ ಬೆಳೆಗಾರರು ಎದುರಿಸುತ್ತಿರುವ ಸಮಸ್ಯೆಗಳ ಕುರಿತು ಮನವರಿಕೆ ಮಾಡಿತ್ತು. ಈ ವೇಳೆ ಸಂಸದ ಕ್ಯಾ. ಚೌಟ ಅವರು ಕೂಡ ಎಲೆ ಚುಕ್ಕೆ ಹಾಗೂ ಹಳದಿ ರೋಗ ಸೇರಿದಂತೆ ಅಡಿಕೆ ಬೆಳೆಗೆ ಕಾಡುತ್ತಿರುವ ಹಲವು ಸಮಸ್ಯೆಗಳಿಂದ ರೈತರು ತೀವ್ರ ನಷ್ಟ ಅನುಭವಿಸುತ್ತಿದ್ದು, ಅವರ ಸಂಕಷ್ಟಕ್ಕೆ ಸ್ಪಂದಿಸುವಂತೆ ಮನವಿ ಮಾಡಿದ್ದರು. ಈ ವೇಳೆ ಜಂಟಿ ನಿಯೋಗವು ಅಡಿಕೆ ಹಳದಿ ಎಲೆ ಕಳೆರೋಗ ಮತ್ತು ಇತರ ರೋಗಗಳಿಂದ ದೀರ್ಘಕಾಲೀನ ಅಧ್ಯಯನ ಮಾಡಲು ಮತ್ತು ಪರಿಹಾರ ಕಂಡುಹಿಡಿಯಲು ವೈಜ್ಞಾನಿಕ ಸಂಶೋಧನಾ ಸಂಸ್ಥೆಯಿಂದ ಸಮಗ್ರ ಅಧ್ಯಯನ ನಡೆಸಬೇಕೆಂದು ಸಚಿವರ ಮುಂದಿಟ್ಟಿತ್ತು. ಈ ಬೇಡಿಕೆಯನ್ನು ಗಂಭೀರವಾಗಿ ಪರಿಗಣಿಸಿದ ಕೇಂದ್ರ ಸರ್ಕಾರವು ನಿರ್ಧಾರವನ್ನು ಕಲುಹಿಸಿದೆ. ಕೇಂದ್ರ ಸರ್ಕಾರದ ನಿರ್ದೇಶನದಂತೆ ಕಾಸರಗೋಡಿನಲ್ಲಿರುವ ಕೇಂದ್ರೀಯ ತೋಟಗಾರಿಕಾ ಬೆಳೆಗಳ ಸಂಶೋಧನಾ ಸಂಸ್ಥೆ(ಸಿಪಿಸಿಆರ್‌ಐ), ಬೆಂಗಳೂರಿನ ಇಸ್ರೋ ಕೇಂದ್ರೀಯ ವಿಜ್ಞಾನ ಹಾಗೂ ಹೈದರಾಬಾದ್‌ನ ಇಸ್ರೋ ವೈಮಾನಿಕ ವಿಭಾಗ (ISRO Aerial Wing) ಜಂಟಿಯಾಗಿ ಈ ಸರ್ವೆ ಕಾರ್ಯವನ್ನು ಕೈಗೆತ್ತಿಕೊಂಡಿದೆ. ಈ ತಂಡವು ಸುಳ್ಯ ತಾಲೂಕಿನ ಆರಂತೋಡು ಮತ್ತು ಪೆರಾಜೆ ಗ್ರಾಮದಲ್ಲಿ ಡ್ರೋನ್ ಸಮೀಕ್ಷೆ ನಡೆಸುತ್ತಿದೆ. ಈ ಎರಡು ಪ್ರದೇಶಗಳ ಒಟ್ಟು 2.5 ಚದರ ಕಿ.ಮೀ. ವ್ಯಾಪ್ತಿಯಲ್ಲಿ ಈ ಸಮೀಕ್ಷಾ ಕಾರ್ಯ ನಡೆಯುತ್ತಿದೆ. ಸುಧಾರಿತ ಡ್ರೋನ್ ಮೂಲಕ ಅಡಿಕೆ ಮರಗಳ ಎಲೆಗಳ ಫೋಟೋ ಮತ್ತು ವಿಡಿಯೋ ಸೆರೆಹಿಡಿಯಲಾಗುತ್ತದೆ. ಇದರ ಚಿತ್ರಗಳನ್ನು ಸೂಕ್ಷ್ಮವಾಗಿ ವಿಶ್ಲೇಷಿಸಲಾಗುತ್ತದೆ. ಈ ಮೂಲ ಚಿತ್ರಗಳನ್ನು ಬೇಸ್ ಆಗಿ ಪರಿಗಣಿಸಿ ಅದನ್ನು ಸ್ಯಾಟಲೈಟ್ ಚಿತ್ರಗಳೊಂದಿಗೆ ಹೋಲಿಸಿ ದತ್ತಾಂಶವಾಗಿ ನೀಡಿ, ಆ ಮೂಲಕ ಕೇವಲ ಪ್ರಾಯೋಗಿಕ ಪ್ರದೇಶವಷ್ಟೇ ಅಲ್ಲದೆ ವ್ಯಾಪಕವಾಗಿ ಒಟ್ಟು ಅಡಿಕೆ ಎಲೆ ಹಳದಿ ರೋಗ ಪೀಡಿತ ಪ್ರದೇಶಗಳ ಸಮಗ್ರ ಸಮೀಕ್ಷೆ ನಡೆಯಲಿದೆ ಎಂದು ಕ್ಯಾ. ಚೌಟ ಹೇಳಿದ್ದಾರೆ. ಅಡಿಕೆ ಬೆಳೆಗಾರರ ಸಂಕಷ್ಟಕ್ಕೆ ಪರಿಹಾರಕ್ಕೆ ಬದ್ಧರಾಗಿರುವ ಕೇಂದ್ರ ಸರ್ಕಾರ, ಈ ಸಮೀಕ್ಷೆಯಲ್ಲಿ ವೈಜ್ಞಾನಿಕ ಹಾಗೂ ನಿಖರ ದತ್ತಾಂಶ ಸಂಗ್ರಹಿಸಿ, ಕೃಷಿಕರಿಗೆ ಪರಿಹಾರ ಒದಗಿಸುವ ಬಗ್ಗೆ ಭರವಸೆ ನೀಡಲಾಗಿದೆ ಎಂದು ಸಂಸದ ಕ್ಯಾ. ಚೌಟ ತಿಳಿಸಿದ್ದಾರೆ. (32, 462, 1174, 560)
registration-mark (1183, 740, 1201, 758)
flyover-article-intro: ಉಡುಪಿ: ಪ್ರಧಾನ ಮಂತ್ರಿ ನರೇಂದ್ರ ಮೋದಿ ನ.28ರ ಉಡುಪಿ ಭೇಟಿಯ ಹಿನ್ನೆಲೆಯಲ್ಲಿ ಸುಗಮ ಸಂಚಾರ ಆದೇಶ ಮಾಡಿಕೊಡುವ ನ.15ರಿಂದ 30ರವರೆಗೆ ಅಂಬಲಪಾಡಿ ಜಂಕ್ಷನ್‌ನ ಫ್ಲೈ ಓವರ್ ಕೆಳಗಡೆ ತಾತ್ಕಾಲಿಕವಾಗಿ ವಾಹನಗಳ ಸಂಚಾರಕ್ಕೆ ಅನುಮತಿ ನೀಡಿ ಉಡುಪಿ ಜಿಲ್ಲಾಧಿಕಾರಿ ಆದೇಶಿಸಿದ್ದಾರೆ. ತೀರ್ಥಹಳ್ಳಿ-ಮಲ್ಪೆ ಅಧಿಸೂಚಿತ ಭಾಗದ ಚತುಷ್ಪಥ ರಸ್ತೆಯ ಎಡ ಭಾಗದಲ್ಲಿ ಫ್ಲೈಓವರ್ ಕಾಮಗಾರಿಯು ಪ್ರಾರಂಭವಾಗಿದ್ದು, ಈ ಬಗ್ಗೆ ಕಾಮಗಾರಿ ಮುಗಿಯುವವರೆಗೆ ವಾಹನ ಸಂಚಾರ ನಿಷೇಧಿಸಿ ಅಧಿಸೂಚನೆ ಹೊರಡಿಸಲಾಗಿದೆ. ನ.28ರಂದು ಪ್ರಧಾನ ಮಂತ್ರಿ ನರೇಂದ್ರ ಮೋದಿ ಉಡುಪಿ ಶ್ರೀಕೃಷ್ಣ ಮಠದಲ್ಲಿ ಹಮ್ಮಿಕೊಂಡಿರುವ ಕಾರ್ಯಕ್ರಮದಲ್ಲಿ ಭಾಗವಹಿಸಲಿರುವ ಹಿನ್ನೆಲೆಯಲ್ಲಿ ಸುಗಮ ಸಂಚಾರಕ್ಕೆ ಅನುವು ಮಾಡಿಕೊಡಬೇಕು. ಸಂಚಾರಕ್ಕೆ ಅಡಚಣೆ ಉಂಟಾಗದಂತೆ ಉಡುಪಿ ಅಂಬಲಪಾಡಿ ಜಂಕ್ಷನ್‌ನ ಫ್ಲೈ ಓವರ್ ಕೆಳಗಡೆ ವಾಹನ ಸಂಚಾರಕ್ಕೆ ಅನುವು ಮಾಡಿಕೊಡಬೇಕೆಂದು ಪೊಲೀಸ್ (614, 702, 798, 886)
katil-mela-event-photo (806, 1108, 1174, 1268)
yakshagana-headline: ಕಟೀಲು ಮೇಳ ಕಲಾವಿದರಿಗೆ 15 ಲಕ್ಷ ರೂ. ವರೆಗೆ ಆರೋಗ್ಯ ವಿಮೆ: ಕಲ್ಲಾಡಿ (691, 1011, 1089, 1096)
section-divider (32, 622, 1174, 623)
page-number: 3 (32, 34, 94, 118)
drone-photo (32, 252, 180, 458)
registration-mark (1183, 70, 1201, 88)
column-divider (598, 1008, 599, 1538)
dove-icon (704, 56, 744, 96)
victims-photo-collage (222, 1396, 408, 1482)
nejar-headline: ನೇಜಾರು ತಾಯಿಮಕ್ಕಳ ಹತ್ಯೆ ಪ್ರಕರಣ: ಸಾಕ್ಷ್ಯ ನುಡಿದ ಕುಟುಂಬದ ಯಜಮಾನ, ಮಗ! (85, 1310, 539, 1390)
